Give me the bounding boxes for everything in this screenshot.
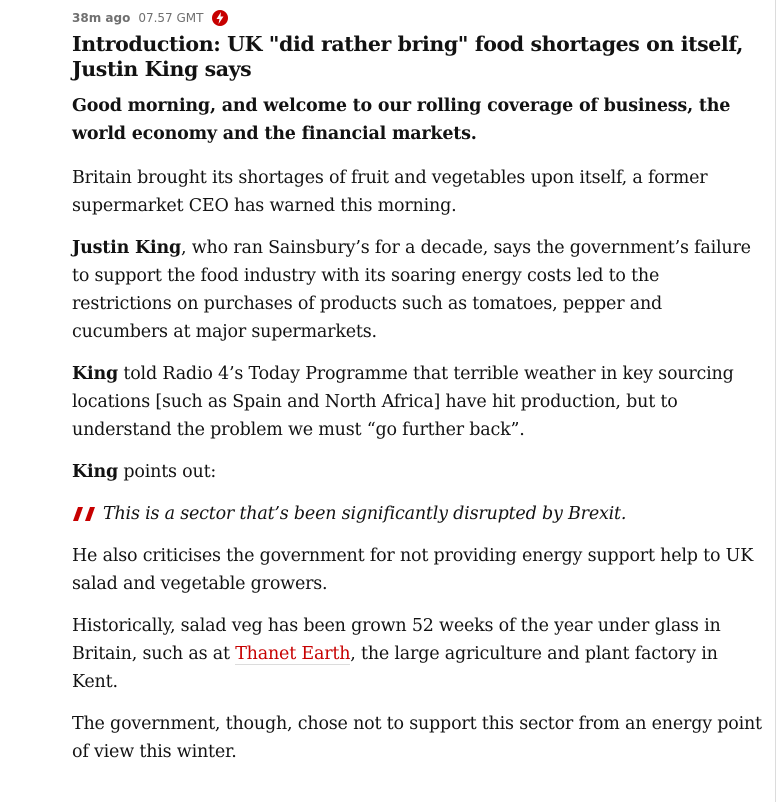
relative-time[interactable]: 38m ago — [72, 11, 131, 25]
paragraph — [72, 360, 762, 444]
post-headline: Introduction: UK "did rather bring" food shortages on itself, Justin King says — [72, 32, 744, 81]
timestamp: 07.57 GMT — [138, 11, 204, 25]
person-name: King — [72, 364, 119, 384]
post-meta — [72, 10, 228, 26]
person-name: Justin King — [72, 238, 182, 258]
blockquote — [72, 500, 762, 528]
page-edge-divider — [775, 0, 776, 802]
paragraph-text: told Radio 4’s Today Programme that terrible weather in key sourcing locations [such as Spain and North Africa] have hit production, but to understand the problem we must “go further back”. — [72, 364, 734, 440]
standfirst: Good morning, and welcome to our rolling coverage of business, the world economy and the financial markets. — [72, 96, 731, 144]
lightning-bolt-icon — [212, 10, 228, 26]
quote-text: This is a sector that’s been significantly disrupted by Brexit. — [103, 504, 627, 524]
paragraph — [72, 612, 762, 696]
paragraph-text: , the large agriculture and plant factory in Kent. — [72, 644, 718, 692]
paragraph — [72, 234, 762, 346]
paragraph — [72, 164, 762, 220]
person-name: King — [72, 462, 119, 482]
paragraph-text: The government, though, chose not to support this sector from an energy point of view this winter. — [72, 714, 762, 762]
paragraph — [72, 458, 762, 486]
quote-mark-icon — [72, 505, 98, 525]
paragraph-text: , who ran Sainsbury’s for a decade, says the government’s failure to support the food industry with its soaring energy costs led to the restrictions on purchases of products such as tomatoes, pepper and cucumbers at major supermarkets. — [72, 238, 751, 342]
paragraph — [72, 710, 762, 766]
post-body — [72, 92, 762, 780]
paragraph-text: points out: — [118, 462, 217, 482]
thanet-earth-link[interactable]: Thanet Earth — [235, 644, 351, 664]
paragraph-text: He also criticises the government for not providing energy support help to UK salad and vegetable growers. — [72, 546, 754, 594]
paragraph-text: Britain brought its shortages of fruit and vegetables upon itself, a former supermarket CEO has warned this morning. — [72, 168, 708, 216]
paragraph-text: Historically, salad veg has been grown 52 weeks of the year under glass in Britain, such as at — [72, 616, 721, 664]
paragraph — [72, 542, 762, 598]
